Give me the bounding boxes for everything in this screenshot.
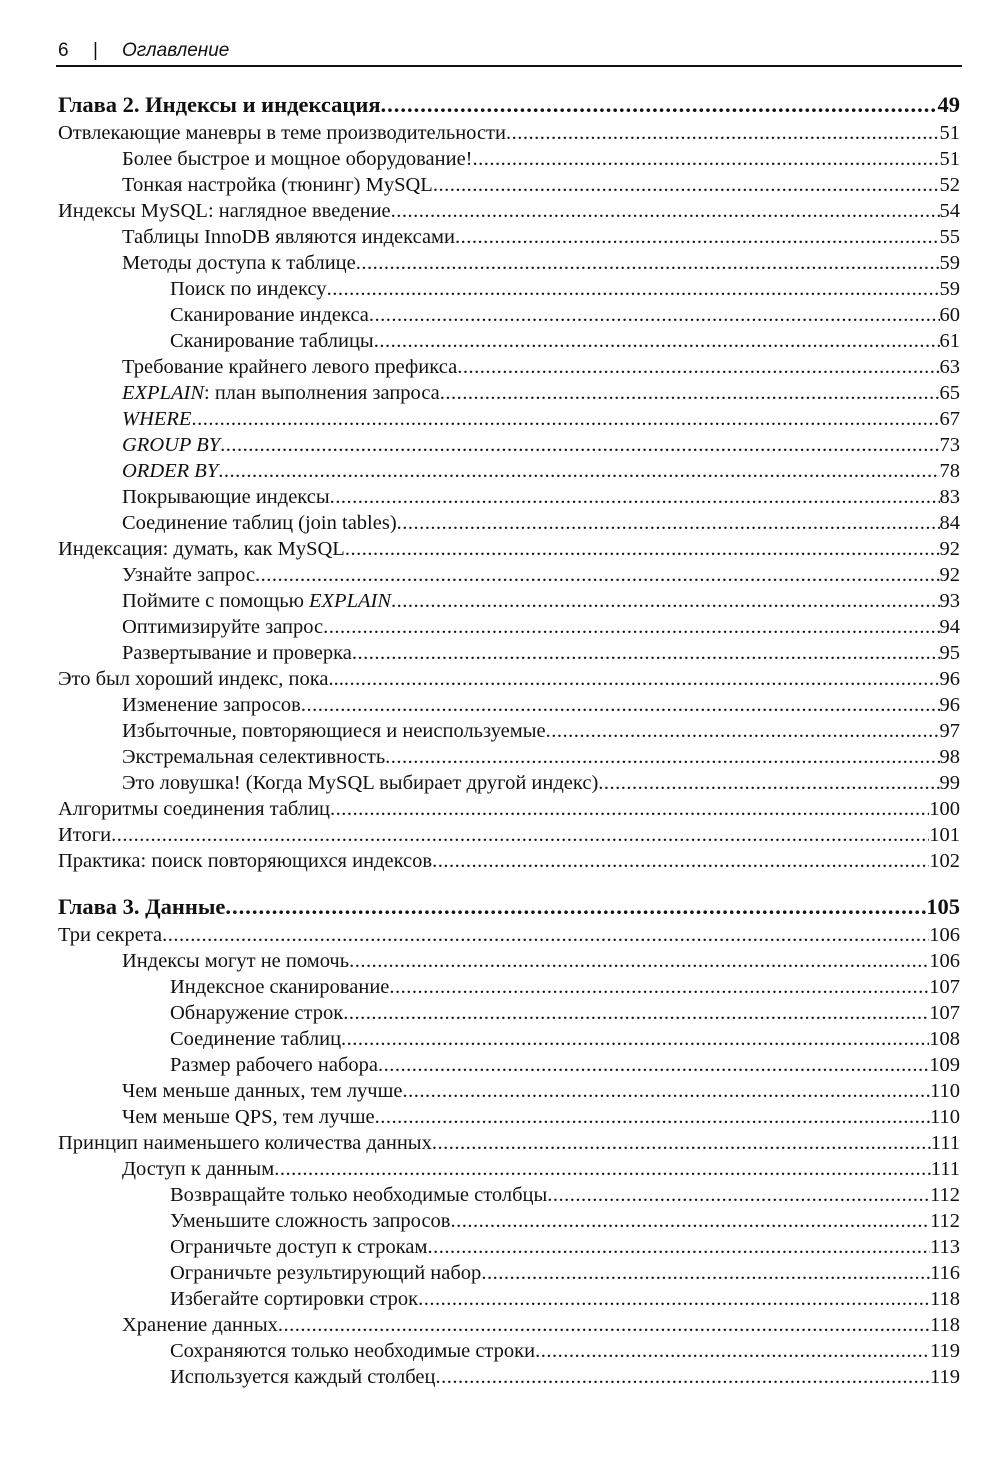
toc-entry bbox=[122, 562, 960, 588]
entry-title bbox=[58, 198, 391, 224]
dot-leader bbox=[344, 666, 940, 692]
toc-entry bbox=[122, 458, 960, 484]
dot-leader bbox=[274, 1156, 931, 1182]
entry-title bbox=[122, 146, 473, 172]
entry-title-text: Чем меньше данных, тем лучше bbox=[122, 1080, 403, 1102]
entry-title-text: Тонкая настройка (тюнинг) MySQL bbox=[122, 174, 433, 196]
entry-title bbox=[170, 302, 369, 328]
page-ref: 119 bbox=[930, 1366, 960, 1388]
toc-entry bbox=[122, 692, 960, 718]
toc-entry bbox=[122, 588, 960, 614]
entry-title-text: Требование крайнего левого префикса bbox=[122, 356, 458, 378]
dot-leader bbox=[345, 536, 940, 562]
dot-leader bbox=[378, 1052, 929, 1078]
entry-title bbox=[58, 536, 345, 562]
page-ref: 51 bbox=[939, 148, 960, 170]
entry-title-text: Таблицы InnoDB являются индексами bbox=[122, 226, 455, 248]
page-ref: 110 bbox=[930, 1106, 960, 1128]
page-ref: 92 bbox=[939, 538, 960, 560]
toc-entry bbox=[170, 276, 960, 302]
page-ref: 111 bbox=[930, 1132, 960, 1154]
page-ref: 92 bbox=[939, 564, 960, 586]
page-ref: 96 bbox=[939, 668, 960, 690]
toc-entry bbox=[170, 1260, 960, 1286]
toc-entry bbox=[170, 1208, 960, 1234]
dot-leader bbox=[440, 380, 940, 406]
entry-title bbox=[170, 1364, 435, 1390]
dot-leader bbox=[547, 1182, 930, 1208]
toc-entry bbox=[122, 744, 960, 770]
entry-title bbox=[122, 770, 598, 796]
entry-title bbox=[58, 922, 162, 948]
dot-leader bbox=[375, 1104, 930, 1130]
dot-leader bbox=[391, 588, 939, 614]
toc-entry bbox=[122, 718, 960, 744]
entry-title bbox=[170, 974, 389, 1000]
header-separator: | bbox=[93, 40, 98, 61]
toc-entry bbox=[122, 484, 960, 510]
page-ref: 107 bbox=[929, 1002, 960, 1024]
dot-leader bbox=[389, 974, 929, 1000]
entry-title-text: Это ловушка! (Когда MySQL выбирает другой индекс) bbox=[122, 772, 599, 794]
entry-title bbox=[170, 1182, 547, 1208]
page-ref: 109 bbox=[929, 1054, 960, 1076]
dot-leader bbox=[418, 1286, 930, 1312]
page-ref: 59 bbox=[939, 278, 960, 300]
entry-title bbox=[122, 406, 191, 432]
dot-leader bbox=[327, 276, 940, 302]
page-ref: 63 bbox=[939, 356, 960, 378]
entry-title bbox=[170, 328, 374, 354]
toc-entry bbox=[58, 198, 960, 224]
entry-title-text: Индексы могут не помочь bbox=[122, 950, 350, 972]
dot-leader bbox=[220, 432, 939, 458]
toc-entry bbox=[122, 432, 960, 458]
entry-title-text: Экстремальная селективность bbox=[122, 746, 386, 768]
dot-leader bbox=[481, 1260, 930, 1286]
entry-title-text: Отвлекающие маневры в теме производительности bbox=[58, 122, 506, 144]
page-ref: 61 bbox=[939, 330, 960, 352]
toc-entry bbox=[122, 1078, 960, 1104]
dot-leader bbox=[343, 1000, 929, 1026]
toc-entry bbox=[122, 510, 960, 536]
toc-entry bbox=[58, 120, 960, 146]
toc-entry bbox=[170, 1026, 960, 1052]
entry-title-text: Поймите с помощью bbox=[122, 590, 310, 612]
page-ref: 52 bbox=[939, 174, 960, 196]
page-ref: 101 bbox=[929, 824, 960, 846]
toc-entry bbox=[170, 1000, 960, 1026]
entry-title-text: Изменение запросов bbox=[122, 694, 301, 716]
dot-leader bbox=[428, 1234, 930, 1260]
dot-leader bbox=[162, 922, 929, 948]
toc-entry bbox=[170, 1364, 960, 1390]
entry-title-text: Алгоритмы соединения таблиц bbox=[58, 798, 331, 820]
toc-entry bbox=[58, 1130, 960, 1156]
dot-leader bbox=[356, 250, 940, 276]
page-ref: 65 bbox=[939, 382, 960, 404]
dot-leader bbox=[218, 458, 939, 484]
entry-title bbox=[122, 510, 397, 536]
dot-leader bbox=[473, 146, 940, 172]
dot-leader bbox=[255, 562, 939, 588]
entry-title-text: Методы доступа к таблице bbox=[122, 252, 356, 274]
entry-title bbox=[122, 458, 218, 484]
dot-leader bbox=[301, 692, 940, 718]
dot-leader bbox=[330, 484, 940, 510]
page-ref: 106 bbox=[929, 950, 960, 972]
page-ref: 55 bbox=[939, 226, 960, 248]
page-ref: 73 bbox=[939, 434, 960, 456]
entry-title-text: Это был хороший индекс, пока... bbox=[58, 668, 344, 690]
toc-entry bbox=[122, 1312, 960, 1338]
entry-title bbox=[122, 1156, 274, 1182]
entry-title bbox=[58, 796, 330, 822]
entry-title-text: Более быстрое и мощное оборудование! bbox=[122, 148, 473, 170]
entry-title-text: Чем меньше QPS, тем лучше bbox=[122, 1106, 375, 1128]
page-ref: 118 bbox=[930, 1288, 960, 1310]
entry-title-text: Соединение таблиц (join tables) bbox=[122, 512, 397, 534]
toc-entry bbox=[58, 536, 960, 562]
page-ref: 54 bbox=[939, 200, 960, 222]
page-ref: 60 bbox=[939, 304, 960, 326]
entry-title-text: Хранение данных bbox=[122, 1314, 278, 1336]
dot-leader bbox=[535, 1338, 930, 1364]
dot-leader bbox=[225, 892, 926, 922]
entry-title-text: Избыточные, повторяющиеся и неиспользуемые bbox=[122, 720, 546, 742]
dot-leader bbox=[457, 354, 939, 380]
dot-leader bbox=[455, 224, 940, 250]
entry-title bbox=[122, 562, 255, 588]
toc-entry bbox=[170, 302, 960, 328]
entry-title-text: Сканирование индекса bbox=[170, 304, 369, 326]
entry-title-text: Доступ к данным bbox=[122, 1158, 275, 1180]
entry-title-italic: EXPLAIN bbox=[122, 382, 204, 404]
toc-entry bbox=[170, 1234, 960, 1260]
dot-leader bbox=[391, 198, 940, 224]
dot-leader bbox=[341, 1026, 929, 1052]
toc-entry bbox=[58, 922, 960, 948]
toc-entry bbox=[58, 796, 960, 822]
toc-entry bbox=[122, 172, 960, 198]
entry-title-text: Ограничьте результирующий набор bbox=[170, 1262, 482, 1284]
page-ref: 67 bbox=[939, 408, 960, 430]
toc-entry bbox=[170, 1338, 960, 1364]
dot-leader bbox=[435, 1364, 930, 1390]
entry-title-text: Ограничьте доступ к строкам bbox=[170, 1236, 428, 1258]
page-ref: 119 bbox=[930, 1340, 960, 1362]
entry-title bbox=[58, 120, 506, 146]
page-ref: 83 bbox=[939, 486, 960, 508]
page-ref: 96 bbox=[939, 694, 960, 716]
page-ref: 116 bbox=[930, 1262, 960, 1284]
toc-entry bbox=[122, 250, 960, 276]
entry-title-text: Индексы MySQL: наглядное введение bbox=[58, 200, 391, 222]
entry-title bbox=[122, 1078, 403, 1104]
page-ref: 112 bbox=[930, 1184, 960, 1206]
entry-title-text: Узнайте запрос bbox=[122, 564, 256, 586]
entry-title-italic: GROUP BY bbox=[122, 434, 221, 456]
toc-entry bbox=[58, 822, 960, 848]
toc-entry bbox=[170, 974, 960, 1000]
page-ref: 113 bbox=[930, 1236, 960, 1258]
dot-leader bbox=[352, 640, 940, 666]
entry-title-italic: WHERE bbox=[122, 408, 192, 430]
entry-title bbox=[170, 1338, 535, 1364]
entry-title bbox=[170, 1026, 341, 1052]
page-ref: 93 bbox=[939, 590, 960, 612]
entry-title bbox=[170, 1208, 450, 1234]
entry-title-text: Оптимизируйте запрос bbox=[122, 616, 324, 638]
dot-leader bbox=[330, 796, 929, 822]
dot-leader bbox=[349, 948, 929, 974]
dot-leader bbox=[450, 1208, 930, 1234]
entry-title bbox=[170, 276, 327, 302]
toc-entry bbox=[122, 770, 960, 796]
toc-entry bbox=[58, 666, 960, 692]
page-ref: 108 bbox=[929, 1028, 960, 1050]
entry-title bbox=[122, 640, 352, 666]
entry-title bbox=[170, 1260, 481, 1286]
entry-title bbox=[122, 744, 385, 770]
chapter-heading bbox=[58, 90, 960, 120]
entry-title bbox=[122, 172, 433, 198]
toc-entry bbox=[122, 614, 960, 640]
entry-title-text: Практика: поиск повторяющихся индексов bbox=[58, 850, 433, 872]
page-ref: 97 bbox=[939, 720, 960, 742]
entry-title-text: Развертывание и проверка bbox=[122, 642, 352, 664]
entry-title bbox=[122, 588, 391, 614]
page-ref: 102 bbox=[929, 850, 960, 872]
running-header bbox=[56, 38, 962, 67]
toc-entry bbox=[170, 1286, 960, 1312]
entry-title bbox=[122, 354, 457, 380]
dot-leader bbox=[369, 302, 940, 328]
entry-title bbox=[122, 224, 455, 250]
toc-entry bbox=[122, 640, 960, 666]
entry-title-text: Индексное сканирование bbox=[170, 976, 390, 998]
dot-leader bbox=[385, 744, 939, 770]
page-ref: 95 bbox=[939, 642, 960, 664]
page-ref: 110 bbox=[930, 1080, 960, 1102]
dot-leader bbox=[323, 614, 939, 640]
toc-entry bbox=[122, 224, 960, 250]
entry-title bbox=[122, 1312, 278, 1338]
toc-entry bbox=[122, 354, 960, 380]
entry-title-text: Возвращайте только необходимые столбцы bbox=[170, 1184, 548, 1206]
dot-leader bbox=[381, 90, 938, 120]
dot-leader bbox=[191, 406, 939, 432]
page-ref: 99 bbox=[939, 772, 960, 794]
entry-title-text: Используется каждый столбец bbox=[170, 1366, 436, 1388]
running-title: Оглавление bbox=[122, 40, 230, 61]
entry-title bbox=[170, 1000, 343, 1026]
entry-title bbox=[58, 1130, 432, 1156]
toc-entry bbox=[170, 1182, 960, 1208]
entry-title-text: Размер рабочего набора bbox=[170, 1054, 379, 1076]
toc-entry bbox=[58, 848, 960, 874]
page-ref: 94 bbox=[939, 616, 960, 638]
page-number: 6 bbox=[58, 40, 69, 61]
toc-entry bbox=[170, 328, 960, 354]
toc-entry bbox=[122, 1104, 960, 1130]
entry-title-text: Соединение таблиц bbox=[170, 1028, 342, 1050]
entry-title-text: Избегайте сортировки строк bbox=[170, 1288, 419, 1310]
chapter-heading bbox=[58, 892, 960, 922]
entry-title bbox=[122, 380, 440, 406]
dot-leader bbox=[432, 848, 929, 874]
dot-leader bbox=[506, 120, 940, 146]
entry-title bbox=[122, 718, 546, 744]
dot-leader bbox=[546, 718, 940, 744]
dot-leader bbox=[374, 328, 940, 354]
page-ref: 49 bbox=[937, 92, 960, 117]
dot-leader bbox=[433, 172, 940, 198]
entry-title-text: Принцип наименьшего количества данных bbox=[58, 1132, 432, 1154]
entry-title-text: Сохраняются только необходимые строки bbox=[170, 1340, 536, 1362]
entry-title bbox=[122, 614, 323, 640]
toc-entry bbox=[122, 948, 960, 974]
dot-leader bbox=[278, 1312, 930, 1338]
entry-title bbox=[122, 250, 356, 276]
page-ref: 100 bbox=[929, 798, 960, 820]
entry-title bbox=[58, 848, 432, 874]
page-ref: 105 bbox=[926, 894, 960, 919]
entry-title-italic: ORDER BY bbox=[122, 460, 219, 482]
entry-title bbox=[58, 822, 111, 848]
entry-title bbox=[170, 1286, 418, 1312]
entry-title-text: Поиск по индексу bbox=[170, 278, 327, 300]
page-ref: 112 bbox=[930, 1210, 960, 1232]
page-ref: 78 bbox=[939, 460, 960, 482]
entry-title bbox=[122, 948, 349, 974]
toc-entry bbox=[170, 1052, 960, 1078]
entry-title-text: Сканирование таблицы bbox=[170, 330, 374, 352]
page-ref: 111 bbox=[930, 1158, 960, 1180]
entry-title bbox=[122, 484, 330, 510]
entry-title bbox=[122, 1104, 375, 1130]
entry-title bbox=[58, 666, 344, 692]
entry-title-text: Индексация: думать, как MySQL bbox=[58, 538, 345, 560]
page-ref: 84 bbox=[939, 512, 960, 534]
dot-leader bbox=[403, 1078, 931, 1104]
entry-title bbox=[170, 1234, 428, 1260]
dot-leader bbox=[397, 510, 940, 536]
entry-title bbox=[122, 692, 301, 718]
entry-title-text: Уменьшите сложность запросов bbox=[170, 1210, 451, 1232]
entry-title-text: : план выполнения запроса bbox=[204, 382, 440, 404]
entry-title-text: Обнаружение строк bbox=[170, 1002, 344, 1024]
dot-leader bbox=[598, 770, 939, 796]
page-ref: 59 bbox=[939, 252, 960, 274]
toc-entry bbox=[122, 1156, 960, 1182]
entry-title-text: Покрывающие индексы bbox=[122, 486, 330, 508]
toc-entry bbox=[122, 406, 960, 432]
dot-leader bbox=[432, 1130, 931, 1156]
entry-title-text: Три секрета bbox=[58, 924, 163, 946]
entry-title-italic: EXPLAIN bbox=[309, 590, 392, 612]
page-ref: 98 bbox=[939, 746, 960, 768]
page-ref: 106 bbox=[929, 924, 960, 946]
dot-leader bbox=[111, 822, 929, 848]
page-ref: 118 bbox=[930, 1314, 960, 1336]
entry-title bbox=[170, 1052, 378, 1078]
page-ref: 107 bbox=[929, 976, 960, 998]
entry-title-text: Итоги bbox=[58, 824, 112, 846]
chapter-title: Глава 2. Индексы и индексация bbox=[58, 92, 381, 117]
page-ref: 51 bbox=[939, 122, 960, 144]
chapter-title: Глава 3. Данные bbox=[58, 894, 226, 919]
toc-entry bbox=[122, 146, 960, 172]
entry-title bbox=[122, 432, 220, 458]
toc-entry bbox=[122, 380, 960, 406]
